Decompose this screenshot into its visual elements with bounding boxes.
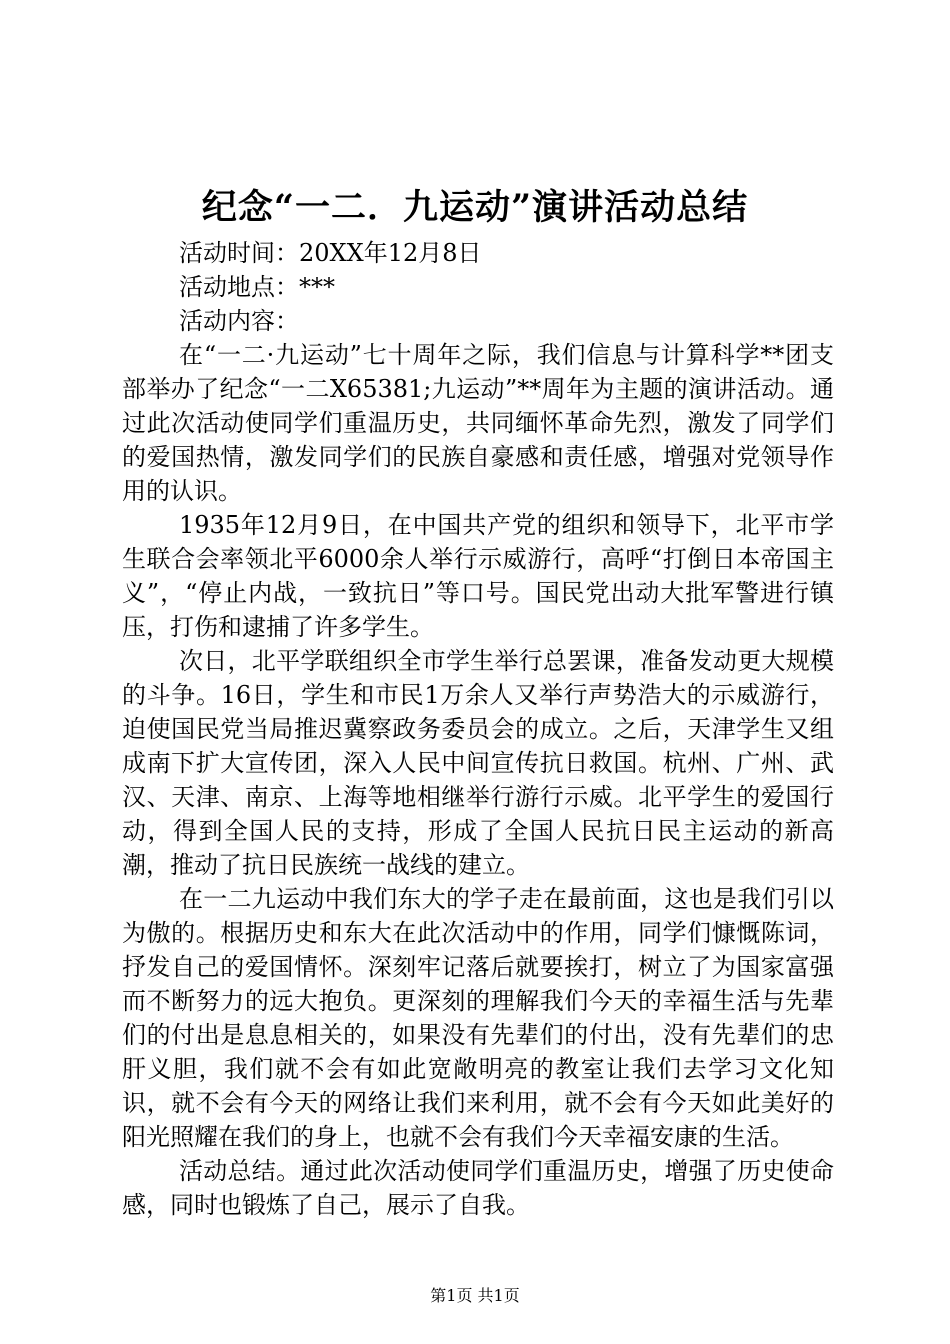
paragraph: 在“一二·九运动”七十周年之际，我们信息与计算科学**团支部举办了纪念“一二X65381;九运动”**周年为主题的演讲活动。通过此次活动使同学们重温历史，共同缅怀革命先烈，激发了同学们的爱国热情，激发同学们的民族自豪感和责任感，增强对党领导作用的认识。 (122, 341, 834, 505)
paragraph: 活动总结。通过此次活动使同学们重温历史，增强了历史使命感，同时也锻炼了自己，展示了自我。 (122, 1157, 834, 1219)
paragraph: 在一二九运动中我们东大的学子走在最前面，这也是我们引以为傲的。根据历史和东大在此次活动中的作用，同学们慷慨陈词，抒发自己的爱国情怀。深刻牢记落后就要挨打，树立了为国家富强而不断努力的远大抱负。更深刻的理解我们今天的幸福生活与先辈们的付出是息息相关的，如果没有先辈们的付出，没有先辈们的忠肝义胆，我们就不会有如此宽敞明亮的教室让我们去学习文化知识，就不会有今天的网络让我们来利用，就不会有今天如此美好的阳光照耀在我们的身上，也就不会有我们今天幸福安康的生活。 (122, 885, 834, 1151)
page-footer: 第1页 共1页 (430, 1286, 520, 1305)
activity-place: 活动地点：*** (179, 273, 335, 301)
activity-time: 活动时间：20XX年12月8日 (179, 239, 482, 267)
paragraph: 次日，北平学联组织全市学生举行总罢课，准备发动更大规模的斗争。16日，学生和市民1万余人又举行声势浩大的示威游行，迫使国民党当局推迟冀察政务委员会的成立。之后，天津学生又组成南下扩大宣传团，深入人民中间宣传抗日救国。杭州、广州、武汉、天津、南京、上海等地相继举行游行示威。北平学生的爱国行动，得到全国人民的支持，形成了全国人民抗日民主运动的新高潮，推动了抗日民族统一战线的建立。 (122, 647, 834, 879)
activity-content-label: 活动内容： (179, 307, 299, 335)
document-title: 纪念“一二．九运动”演讲活动总结 (201, 187, 749, 228)
document-body (122, 236, 834, 1222)
paragraph: 1935年12月9日，在中国共产党的组织和领导下，北平市学生联合会率领北平6000余人举行示威游行，高呼“打倒日本帝国主义”，“停止内战，一致抗日”等口号。国民党出动大批军警进行镇压，打伤和逮捕了许多学生。 (122, 511, 834, 641)
